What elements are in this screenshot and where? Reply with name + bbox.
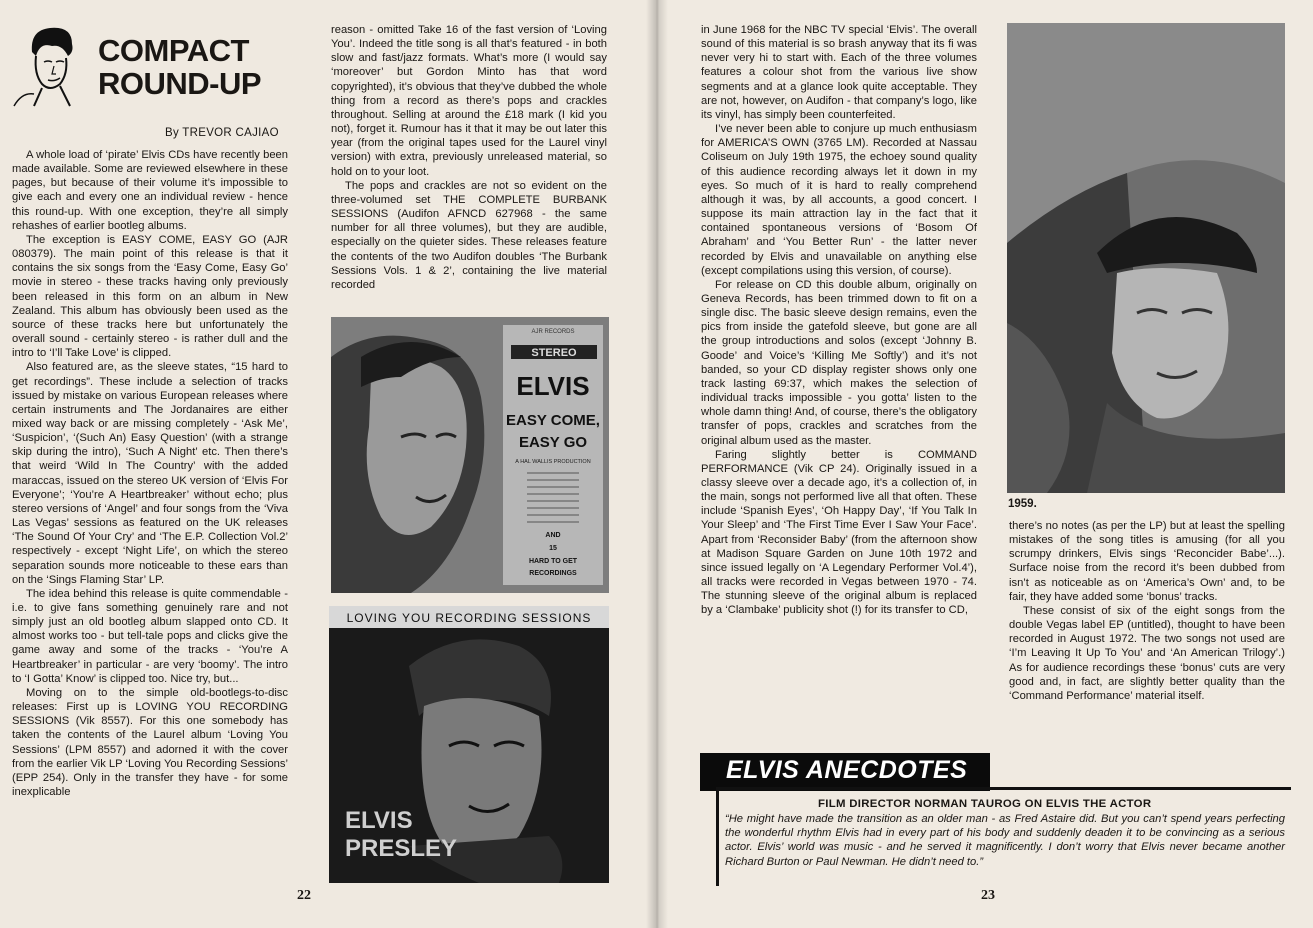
- paragraph: Also featured are, as the sleeve states, “15 hard to get recordings”. These include a selection of tracks issued by mistake on various European releases where certain instruments and The Jordanaires are either mixed way back or are missing completely - ‘Ask Me’, ‘Suspicion’, ‘(Such An) Easy Question’ (with a strange skip during the intro), ‘Such A Night’ etc. Then there’s that weird ‘Wild In The Country’ with the added maraccas, issued on the stereo UK version of ‘Elvis For Everyone’; ‘You’re A Heartbreaker’ without echo; plus stereo versions of ‘Angel’ and four songs from the ‘Viva Las Vegas’ sessions as featured on the UK releases ‘The Sound Of Your Cry’ and ‘The E.P. Collection Vol.2’ respectively - except ‘Night Life’, on which the stereo separation sounds more noticeable to these ears than on the ‘Sings Flaming Star’ LP.: [12, 361, 288, 586]
- title-line-1: COMPACT: [98, 33, 249, 68]
- cover2-name-2: PRESLEY: [345, 835, 458, 862]
- cover-foot-3: HARD TO GET: [528, 558, 578, 565]
- cover-title-line3: EASY GO: [518, 434, 588, 451]
- left-column-1: [12, 148, 288, 799]
- cover-title-line2: EASY COME,: [506, 412, 600, 429]
- stereo-label: STEREO: [531, 347, 577, 359]
- page-number: 23: [981, 888, 995, 903]
- right-column-2: [1009, 519, 1285, 703]
- title-line-2: ROUND-UP: [98, 66, 262, 101]
- paragraph: The pops and crackles are not so evident on the three-volumed set THE COMPLETE BURBANK SESSIONS (Audifon AFNCD 627968 - the same number for all three volumes), but they are audible, especially on the quieter sides. These releases feature the contents of the two Audifon doubles ‘The Burbank Sessions Vols. 1 & 2’, containing the live material recorded: [331, 179, 607, 291]
- cover-foot-4: RECORDINGS: [529, 570, 577, 577]
- cover2-title: LOVING YOU RECORDING SESSIONS: [346, 611, 592, 625]
- paragraph: reason - omitted Take 16 of the fast version of ‘Loving You’. Indeed the title song is all that’s featured - in both slow and fast/jazz formats. What’s more (I would say ‘moreover’ but Gordon Minto has that word copyrighted), it’s obvious that they’ve dubbed the whole thing from a record as there’s pops and crackles throughout. Selling at around the £18 mark (I kid you not), forget it. Rumour has it that it may be out later this year (from the original tapes used for the Laurel vinyl version) with extra, previously unreleased material, so hold on to your loot.: [331, 24, 607, 178]
- cover-foot-2: 15: [549, 545, 557, 552]
- paragraph: Faring slightly better is COMMAND PERFORMANCE (Vik CP 24). Originally issued in a classy sleeve over a decade ago, it’s a collection of, in the main, songs not performed live all that often. These include ‘Spanish Eyes’, ‘Oh Happy Day’, ‘If You Talk In Your Sleep’ and ‘The First Time Ever I Saw Your Face’. Apart from ‘Reconsider Baby’ (from the afternoon show at Madison Square Garden on June 10th 1972 and since issued legally on ‘A Legendary Performer Vol.4’), all tracks were recorded in Vegas between 1970 - 74. The stunning sleeve of the original album is replaced by a ‘Clambake’ publicity shot (!) for its transfer to CD,: [701, 448, 977, 617]
- cover-producer: A HAL WALLIS PRODUCTION: [515, 459, 591, 465]
- paragraph: I’ve never been able to conjure up much enthusiasm for AMERICA’S OWN (3765 LM). Recorded at Nassau Coliseum on July 19th 1975, the echoey sound quality of this audience recording always let it down in my eyes. So much of it is hard to really comprehend although it was, by all accounts, a good concert. I suppose its main attraction lay in the fact that it contained spontaneous versions of ‘Bosom Of Abraham’ and ‘You Better Run’ - the latter never recorded by Elvis and unavailable on anything else (except compilations using this version, of course).: [701, 123, 977, 277]
- byline: By TREVOR CAJIAO: [165, 127, 279, 139]
- photo-image-icon: [1007, 23, 1285, 493]
- paragraph: Moving on to the simple old-bootlegs-to-disc releases: First up is LOVING YOU RECORDING SESSIONS (Vik 8557). For this one somebody has taken the contents of the Laurel album ‘Loving You Sessions’ (LPM 8557) and adorned it with the cover from the earlier Vik LP ‘Loving You Recording Sessions’ (EPP 254). Only in the transfer they have - for some inexplicable: [12, 686, 288, 799]
- easy-come-easy-go-cover: [331, 317, 609, 593]
- record-label: AJR RECORDS: [531, 329, 575, 335]
- page-22: [0, 0, 656, 928]
- loving-you-sessions-cover: [329, 606, 609, 883]
- album-cover-art-icon: [329, 606, 609, 883]
- book-gutter: [646, 0, 668, 928]
- page-title: [98, 34, 261, 100]
- anecdotes-banner-title: ELVIS ANECDOTES: [726, 756, 968, 784]
- elvis-1959-photo: [1007, 23, 1285, 493]
- cover2-name-1: ELVIS: [345, 807, 413, 834]
- cover-foot-1: AND: [545, 532, 561, 539]
- right-column-1: [701, 23, 977, 618]
- photo-caption: 1959.: [1008, 498, 1037, 510]
- anecdote-quote: “He might have made the transition as an older man - as Fred Astaire did. But you can’t spend years perfecting the wonderful rhythm Elvis had in every part of his body and suddenly deaden it to be convincing as a serious actor. Elvis’ world was music - and he served it magnificently. I don’t worry that Elvis never became another Richard Burton or Paul Newman. He didn’t need to.”: [725, 813, 1285, 868]
- paragraph: A whole load of ‘pirate’ Elvis CDs have recently been made available. Some are reviewed elsewhere in these pages, but because of their volume it’s impossible to give each and every one an individual review - hence this round-up. With one exception, they’re all simply rehashes of earlier bootleg albums.: [12, 149, 288, 232]
- page-number: 22: [297, 888, 311, 903]
- paragraph: there’s no notes (as per the LP) but at least the spelling mistakes of the song titles is amusing (for all you scrumpy drinkers, Elvis sings ‘Reconcider Babe’...). Surface noise from the record it’s been dubbed from isn’t as noticeable as on ‘America’s Own’ and, to be fair, they have added some ‘bonus’ tracks.: [1009, 520, 1285, 603]
- paragraph: For release on CD this double album, originally on Geneva Records, has been trimmed down to fit on a single disc. The basic sleeve design remains, even the pics from inside the gatefold sleeve, but gone are all the group introductions and solos (except ‘Johnny B. Goode’ and Voice’s ‘Killing Me Softly’) and it’s not banded, so your CD display register shows only one track lasting 69:37, which makes the selection of individual tracks impossible - you gotta’ listen to the whole damn thing! And, of course, there’s the obligatory transfer of pops, crackles and scratches from the original album used as the master.: [701, 278, 977, 447]
- paragraph: These consist of six of the eight songs from the double Vegas label EP (untitled), thought to have been recorded in August 1972. The two songs not used are ‘I’m Leaving It Up To You’ and ‘An American Trilogy’.) As for audience recordings these ‘bonus’ cuts are very good and, in fact, are slightly better quality than the ‘Command Performance’ material itself.: [1009, 604, 1285, 702]
- paragraph: The exception is EASY COME, EASY GO (AJR 080379). The main point of this release is that it contains the six songs from the ‘Easy Come, Easy Go’ movie in stereo - these tracks having only previously been released in this form on an album in New Zealand. This album has obviously been used as the source of these tracks here but unfortunately the overall sound - certainly stereo - is rather dull and the intro to ‘I’ll Take Love’ is clipped.: [12, 233, 288, 360]
- album-cover-art-icon: [331, 317, 609, 593]
- paragraph: The idea behind this release is quite commendable - i.e. to give fans something genuinely rare and not simply just an old bootleg album slapped onto CD. It almost works too - but tell-tale pops and clicks give the game away and some of the tracks - ‘You’re A Heartbreaker’ in particular - are very ‘boomy’. The intro to ‘I Gotta’ Know’ is clipped too. Nice try, but...: [12, 587, 288, 685]
- left-column-2: [331, 23, 607, 292]
- anecdote-heading: FILM DIRECTOR NORMAN TAUROG ON ELVIS THE ACTOR: [818, 798, 1152, 810]
- paragraph: in June 1968 for the NBC TV special ‘Elvis’. The overall sound of this material is so brash anyway that its fi was never very hi to start with. Each of the three volumes features a colour shot from the various live show segments and at a glance look quite acceptable. They are not, however, on Audifon - that company’s logo, like its vinyl, has simply been counterfeited.: [701, 24, 977, 121]
- elvis-sketch-icon: [12, 22, 88, 108]
- cover-title-elvis: ELVIS: [516, 371, 590, 401]
